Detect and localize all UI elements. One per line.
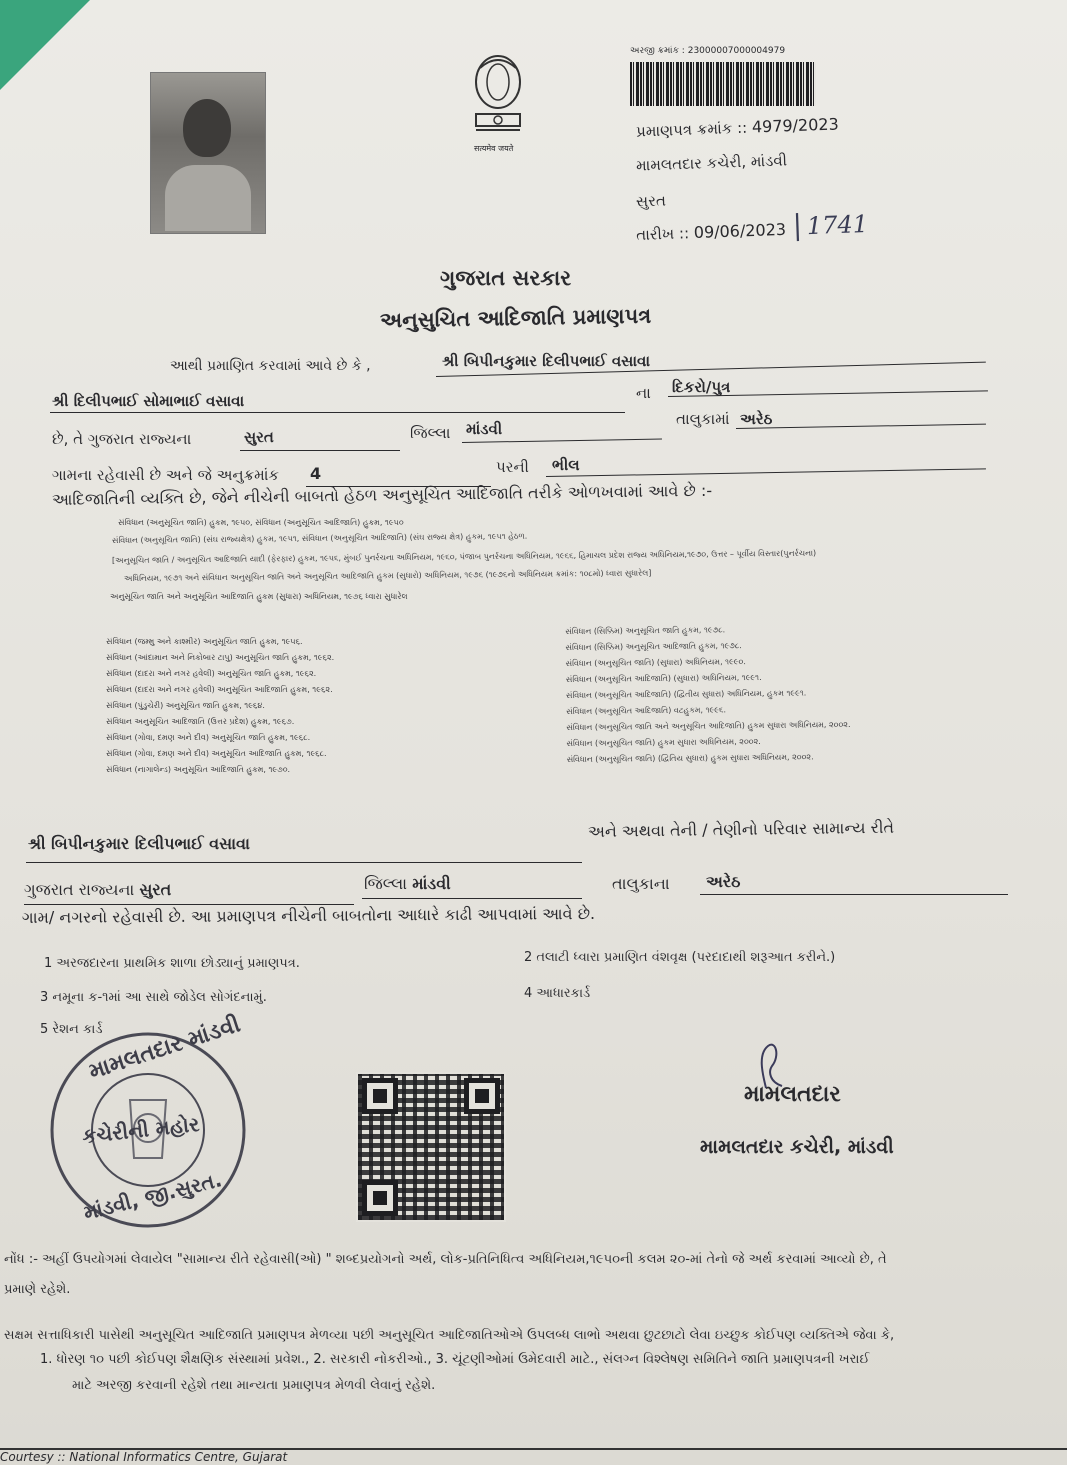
note-line-3: 1. ધોરણ ૧૦ પછી કોઈપણ શૈક્ષણિક સંસ્થામાં પ્રવેશ., 2. સરકારી નોકરીઓ., 3. ચૂંટણીઓમાં ઉમેદવારી માટે., સંલગ્ન વિશ્લેષણ સમિતિને જાતિ પ્રમાણપત્રની ખરાઈ bbox=[40, 1352, 870, 1367]
orders-right-list bbox=[565, 621, 851, 768]
resident-label: ગામના રહેવાસી છે અને જે અનુક્રમાંક bbox=[52, 466, 280, 484]
order-line-4: અધિનિયમ, ૧૯૭૧ અને સંવિધાન અનુસૂચિત જાતિ અને અનુસૂચિત આદિજાતિ હુકમ (સુધારો) અધિનિયમ, ૧૯૭૬ (૧૯૭૬નો અધિનિયમ ક્રમાંક: ૧૦૮મો) ધ્વારા સુધારેલ] bbox=[123, 568, 652, 583]
issuing-office: મામલતદાર કચેરી, માંડવી bbox=[635, 151, 788, 175]
order-left-item: સંવિધાન (પુંડુચેરી) અનુસૂચિત જાતિ હુકમ, ૧૯૬૪. bbox=[106, 701, 265, 710]
order-left-item: સંવિધાન (દાદરા અને નગર હવેલી) અનુસૂચિત જાતિ હુકમ, ૧૯૬૨. bbox=[106, 669, 317, 678]
order-left-item: સંવિધાન (ગોવા, દમણ અને દીવ) અનુસૂચિત જાતિ હુકમ, ૧૯૬૮. bbox=[106, 733, 311, 742]
order-right-item: સંવિધાન (અનુસૂચિત જાતિ) (દ્વિતિય સુધારા) હુકમ સુધારા અધિનિયમ, ૨૦૦૨. bbox=[566, 752, 814, 764]
seal-center-text: કચેરીની મહોર bbox=[81, 1111, 201, 1149]
district-label-2 bbox=[364, 874, 451, 894]
applicant-name-repeat: શ્રી બિપીનકુમાર દિલીપભાઈ વસાવા bbox=[28, 834, 250, 853]
courtesy-footer: Courtesy :: National Informatics Centre, Gujarat bbox=[0, 1450, 288, 1464]
signatory-designation: મામલતદાર bbox=[744, 1082, 841, 1107]
certificate-number-value: 4979/2023 bbox=[751, 114, 840, 137]
resident-text-2: ગામ/ નગરનો રહેવાસી છે. આ પ્રમાણપત્ર નીચેની બાબતોના આધારે કાઢી આપવામાં આવે છે. bbox=[21, 903, 596, 927]
qr-finder bbox=[464, 1078, 500, 1114]
application-number bbox=[630, 46, 785, 56]
order-right-item: સંવિધાન (અનુસૂચિત જાતિ) (સુધારા) અધિનિયમ, ૧૯૯૦. bbox=[565, 657, 746, 669]
father-name-line bbox=[50, 412, 625, 413]
village-2: અરેઠ bbox=[706, 872, 741, 891]
of-label: ના bbox=[636, 384, 651, 402]
note-line-1b: પ્રમાણે રહેશે. bbox=[4, 1282, 71, 1297]
taluka-2-line bbox=[362, 898, 582, 899]
qr-code bbox=[356, 1072, 506, 1222]
district-line bbox=[240, 450, 400, 451]
applicant-name: શ્રી બિપીનકુમાર દિલીપભાઈ વસાવા bbox=[442, 352, 651, 370]
issue-date: તારીખ :: 09/06/2023 | 1741 bbox=[635, 208, 869, 245]
tribe-line bbox=[546, 468, 986, 477]
order-left-item: સંવિધાન અનુસૂચિત આદિજાતિ (ઉત્તર પ્રદેશ) હુકમ, ૧૯૬૭. bbox=[106, 717, 295, 726]
document-item-3: 3 નમૂના ક-૧માં આ સાથે જોડેલ સોગંદનામું. bbox=[40, 990, 267, 1005]
taluka-label-2: તાલુકાના bbox=[612, 874, 670, 893]
serial-number: 4 bbox=[310, 464, 322, 483]
taluka-line bbox=[462, 439, 662, 443]
seal-top-text: મામલતદાર માંડવી bbox=[85, 1012, 244, 1085]
taluka-name-1: માંડવી bbox=[466, 420, 503, 438]
application-number-label: અરજી ક્રમાંક : bbox=[630, 46, 685, 56]
document-item-2: 2 તલાટી ધ્વારા પ્રમાણિત વંશવૃક્ષ (પરદાદાથી શરૂઆત કરીને.) bbox=[524, 950, 836, 965]
application-number-value: 23000007000004979 bbox=[687, 46, 786, 56]
order-line-5: અનુસૂચિત જાતિ અને અનુસૂચિત આદિજાતિ હુકમ (સુધારા) અધિનિયમ, ૧૯૭૬ ધ્વારા સુધારેલ bbox=[110, 592, 408, 601]
orders-left-list bbox=[106, 634, 334, 778]
order-right-item: સંવિધાન (અનુસૂચિત જાતિ અને અનુસૂચિત આદિજાતિ) હુકમ સુધારા અધિનિયમ, ૨૦૦૨. bbox=[566, 720, 851, 732]
issue-date-value: 09/06/2023 bbox=[693, 219, 787, 243]
relation: દિકરો/પુત્ર bbox=[672, 378, 731, 396]
order-left-item: સંવિધાન (ગોવા, દમણ અને દીવ) અનુસૂચિત આદિજાતિ હુકમ, ૧૯૬૮. bbox=[106, 749, 327, 758]
order-right-item: સંવિધાન (સિક્કિમ) અનુસૂચિત આદિજાતિ હુકમ, ૧૯૭૮. bbox=[565, 641, 742, 653]
emblem-caption: सत्यमेव जयते bbox=[474, 144, 514, 153]
name-repeat-line bbox=[26, 862, 582, 863]
village-2-line bbox=[700, 894, 1008, 895]
order-right-item: સંવિધાન (અનુસૂચિત આદિજાતિ) (સુધારા) અધિનિયમ, ૧૯૯૧. bbox=[565, 672, 762, 685]
document-item-5: 5 રેશન કાર્ડ bbox=[40, 1022, 103, 1037]
order-right-item: સંવિધાન (અનુસૂચિત આદિજાતિ) વટહુકમ, ૧૯૯૬. bbox=[566, 705, 727, 716]
note-line-2: સક્ષમ સત્તાધિકારી પાસેથી અનુસૂચિત આદિજાતિ પ્રમાણપત્ર મેળવ્યા પછી અનુસૂચિત આદિજાતિઓએ ઉપલબ્ધ લાભો અથવા છુટછાટો લેવા ઇચ્છુક કોઈપણ વ્યક્તિએ જેવા કે, bbox=[4, 1328, 895, 1343]
certificate-title: અનુસુચિત આદિજાતિ પ્રમાણપત્ર bbox=[379, 303, 652, 333]
tribe-name: ભીલ bbox=[552, 456, 580, 474]
district: સુરત bbox=[244, 428, 274, 446]
seal-bottom-text: માંડવી, જી.સુરત. bbox=[81, 1167, 225, 1225]
issuing-city: સુરત bbox=[635, 191, 667, 211]
district-label-2-text: જિલ્લા bbox=[364, 874, 408, 893]
order-left-item: સંવિધાન (નાગાલેન્ડ) અનુસૂચિત આદિજાતિ હુકમ, ૧૯૭૦. bbox=[106, 765, 291, 774]
green-corner bbox=[0, 0, 90, 90]
district-2-line bbox=[24, 904, 354, 905]
note-line-1: નોંધ :- અહીં ઉપયોગમાં લેવાયેલ "સામાન્ય રીતે રહેવાસી(ઓ) " શબ્દપ્રયોગનો અર્થ, લોક-પ્રતિનિધિત્વ અધિનિયમ,૧૯૫૦ની કલમ ૨૦-માં તેનો જે અર્થ કરવામાં આવ્યો છે, તે bbox=[4, 1252, 887, 1267]
order-line-1: સંવિધાન (અનુસૂચિત જાતિ) હુકમ, ૧૯૫૦, સંવિધાન (અનુસૂચિત આદિજાતિ) હુકમ, ૧૯૫૦ bbox=[118, 518, 404, 527]
handwritten-number: 1741 bbox=[806, 209, 869, 241]
photo-shirt bbox=[165, 165, 251, 231]
order-right-item: સંવિધાન (અનુસૂચિત આદિજાતિ) (દ્વિતીય સુધારા) અધિનિયમ, હુકમ ૧૯૯૧. bbox=[565, 688, 807, 700]
father-name: શ્રી દિલીપભાઈ સોમાભાઈ વસાવા bbox=[52, 392, 245, 410]
certify-text: આથી પ્રમાણિત કરવામાં આવે છે કે , bbox=[170, 358, 371, 374]
on-label: પરની bbox=[496, 458, 529, 476]
barcode bbox=[630, 62, 816, 106]
qr-finder bbox=[362, 1078, 398, 1114]
photo-head bbox=[183, 99, 231, 157]
order-right-item: સંવિધાન (અનુસૂચિત જાતિ) હુકમ સુધારા અધિનિયમ, ૨૦૦૨. bbox=[566, 736, 761, 748]
certificate-number bbox=[636, 114, 839, 140]
order-left-item: સંવિધાન (જમ્મુ અને કાશ્મીર) અનુસૂચિત જાતિ હુકમ, ૧૯૫૬. bbox=[106, 637, 303, 646]
taluka-label: તાલુકામાં bbox=[676, 410, 730, 428]
order-left-item: સંવિધાન (દાદરા અને નગર હવેલી) અનુસૂચિત આદિજાતિ હુકમ, ૧૯૬૨. bbox=[106, 685, 333, 694]
document-item-1: 1 અરજદારના પ્રાથમિક શાળા છોડ્યાનું પ્રમાણપત્ર. bbox=[44, 956, 300, 971]
applicant-photo bbox=[150, 72, 266, 234]
government-title: ગુજરાત સરકાર bbox=[440, 266, 572, 290]
family-text: અને અથવા તેની / તેણીનો પરિવાર સામાન્ય રીતે bbox=[587, 817, 895, 841]
national-emblem-icon bbox=[458, 52, 538, 152]
state-label-2 bbox=[24, 880, 171, 900]
tribe-sentence: આદિજાતિની વ્યક્તિ છે, જેને નીચેની બાબતો હેઠળ અનુસૂચિત આદિજાતિ તરીકે ઓળખવામાં આવે છે :- bbox=[51, 480, 713, 509]
order-line-3: [અનુસૂચિત જાતિ / અનુસૂચિત આદિજાતિ યાદી (ફેરફાર) હુકમ, ૧૯૫૬, મુંબઈ પુનર્રચના અધિનિયમ, ૧૯૬૦, પંજાબ પુનર્રચના અધિનિયમ, ૧૯૬૬, હિમાચલ પ્રદેશ રાજ્ય અધિનિયમ,૧૯૭૦, ઉત્તર – પૂર્વીય વિસ્તાર(પુનર્રચના) bbox=[111, 548, 817, 565]
district-label: જિલ્લા bbox=[410, 424, 451, 442]
state-label-2-text: ગુજરાત રાજ્યના bbox=[24, 880, 135, 899]
note-line-4: માટે અરજી કરવાની રહેશે તથા માન્યતા પ્રમાણપત્ર મેળવી લેવાનું રહેશે. bbox=[72, 1378, 436, 1393]
district-2: સુરત bbox=[139, 880, 172, 899]
order-line-2: સંવિધાન (અનુસૂચિત જાતિ) (સંઘ રાજ્યક્ષેત્ર) હુકમ, ૧૯૫૧, સંવિધાન (અનુસૂચિત આદિજાતિ) (સંઘ રાજ્ય ક્ષેત્ર) હુકમ, ૧૯૫૧ હેઠળ. bbox=[111, 531, 528, 545]
issue-date-label: તારીખ :: bbox=[635, 224, 690, 245]
document-item-4: 4 આધારકાર્ડ bbox=[524, 986, 591, 1001]
certificate-number-label: પ્રમાણપત્ર ક્રમાંક :: bbox=[635, 118, 748, 141]
village-line bbox=[736, 424, 986, 429]
order-right-item: સંવિધાન (સિક્કિમ) અનુસૂચિત જાતિ હુકમ, ૧૯૭૮. bbox=[565, 625, 726, 637]
state-prefix: છે, તે ગુજરાત રાજ્યના bbox=[52, 430, 192, 448]
signatory-office: મામલતદાર કચેરી, માંડવી bbox=[700, 1136, 894, 1158]
qr-finder bbox=[362, 1180, 398, 1216]
village: અરેઠ bbox=[740, 410, 773, 428]
order-left-item: સંવિધાન (આંદામાન અને નિકોબાર ટાપુ) અનુસૂચિત જાતિ હુકમ, ૧૯૬૨. bbox=[106, 653, 335, 662]
taluka-name-2: માંડવી bbox=[412, 874, 451, 893]
